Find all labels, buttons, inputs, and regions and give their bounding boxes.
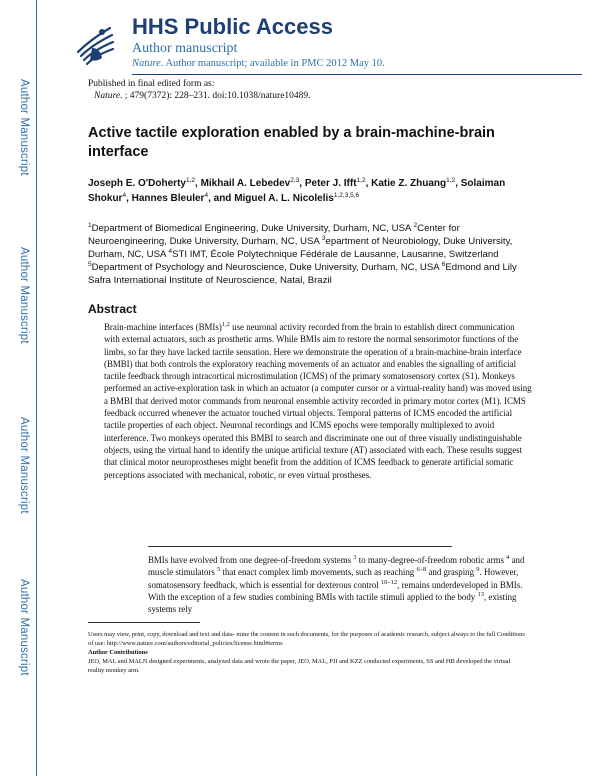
header-title: HHS Public Access xyxy=(132,14,333,39)
header-rule xyxy=(132,74,582,75)
author-name: Katie Z. Zhuang xyxy=(371,178,447,189)
author-list xyxy=(88,176,528,206)
header-subtitle: Author manuscript xyxy=(132,41,238,56)
affiliation-text: Edmond and Lily Safra International Institute of Neuroscience, Natal, Brazil xyxy=(88,262,517,287)
reference-sup: 13 xyxy=(477,590,484,598)
author-name: Solaiman Shokur xyxy=(88,178,506,204)
publication-citation xyxy=(88,90,311,102)
author-name: Joseph E. O'Doherty xyxy=(88,178,186,189)
text-run: to many-degree-of-freedom robotic arms xyxy=(356,555,507,565)
affiliation-text: Department of Biomedical Engineering, Duke University, Durham, NC, USA xyxy=(91,223,414,234)
margin-divider xyxy=(36,0,37,776)
left-margin xyxy=(0,0,60,776)
author-name: Peter J. Ifft xyxy=(304,178,357,189)
article-title: Active tactile exploration enabled by a brain-machine-brain interface xyxy=(88,125,495,160)
text-run: use neuronal activity recorded from the brain to establish direct communication with external actuators, such as prosthetic arms. While BMIs aim to restore the normal sensorimotor functions of the limbs, so far they have lacked tactile sensation. Here we demonstrate the operation of a brain-machine-brain interface (BMBI) that both controls the exploratory reaching movements of an actuator and enables the signalling of artificial tactile feedback through intracortical microstimulation (ICMS) of the primary somatosensory cortex (S1). Monkeys performed an active-exploration task in which an actuator (a computer cursor or a virtual-reality hand) was moved using a BMBI that derived motor commands from neuronal ensemble activity recorded in primary motor cortex (M1). ICMS feedback occurred whenever the actuator touched virtual objects. Temporal patterns of ICMS encoded the artificial tactile properties of each object. Neuronal recordings and ICMS epochs were temporally multiplexed to avoid interference. Two monkeys operated this BMBI to search and discriminate one out of three visually undistinguishable objects, using the virtual hand to identify the unique artificial texture (AT) associated with each. These results suggest that clinical motor neuroprostheses might benefit from the addition of ICMS feedback to generate artificial somatic perceptions associated with mechanical, robotic, or even virtual prostheses. xyxy=(104,322,532,480)
author-separator: , xyxy=(195,178,201,189)
contributions-heading: Author Contributions xyxy=(88,649,148,656)
publication-info xyxy=(88,78,311,102)
header-citation xyxy=(132,58,385,69)
author-affil-sup: 4 xyxy=(122,192,127,199)
author-name: Mikhail A. Lebedev xyxy=(200,178,291,189)
side-label: Author Manuscript xyxy=(18,416,30,514)
terms-of-use: Users may view, print, copy, download and text and data- mine the content in such documents, for the purposes of academic research, subject always to the full Conditions of use: http://www.nature.com/authors/editorial_policies/license.html#terms xyxy=(88,631,525,647)
affiliation-text: epartment of Neurobiology, Duke University, Durham, NC, USA xyxy=(88,236,513,261)
affiliation-text: Department of Psychology and Neuroscience, Duke University, Durham, NC, USA xyxy=(91,262,442,274)
header-journal: Nature xyxy=(132,58,161,69)
affiliation-number: 2 xyxy=(413,222,418,229)
text-run: that enact complex limb movements, such as reaching xyxy=(220,567,417,578)
author-name: Miguel A. L. Nicolelis xyxy=(234,193,334,204)
intro-paragraph xyxy=(148,554,532,615)
affiliation-number: 5 xyxy=(88,261,92,269)
affiliation-text: Center for Neuroengineering, Duke University, Durham, NC, USA xyxy=(88,223,460,248)
affiliations xyxy=(88,222,528,287)
author-name: Hannes Bleuler xyxy=(131,193,205,204)
text-run: BMIs have evolved from one degree-of-freedom systems xyxy=(148,555,354,565)
reference-sup: 4 xyxy=(506,554,510,561)
published-line: Published in final edited form as: xyxy=(88,79,215,89)
author-affil-sup: 4 xyxy=(204,192,209,199)
text-run: Brain-machine interfaces (BMIs) xyxy=(104,322,222,332)
text-run: , existing systems rely xyxy=(148,591,517,615)
author-separator: , xyxy=(455,178,461,189)
header-citation-rest: . Author manuscript; available in PMC 2012 May 10. xyxy=(160,58,385,69)
reference-sup: 10–12 xyxy=(380,578,398,586)
affiliation-number: 6 xyxy=(441,261,446,269)
affiliation-number: 3 xyxy=(321,235,326,243)
author-affil-sup: 1,2 xyxy=(446,177,456,184)
author-separator: , and xyxy=(208,193,235,204)
hhs-eagle-logo-icon xyxy=(72,18,118,68)
footnote-rule xyxy=(88,622,200,623)
hhs-header xyxy=(60,14,580,74)
publication-journal: Nature xyxy=(94,91,121,101)
side-label: Author Manuscript xyxy=(18,246,30,344)
side-label: Author Manuscript xyxy=(18,78,30,176)
reference-sup: 3 xyxy=(353,554,357,561)
affiliation-text: STI IMT, École Polytechnique Fédérale de Lausanne, Lausanne, Switzerland xyxy=(172,249,499,261)
author-separator: , xyxy=(299,178,305,189)
author-separator: , xyxy=(365,178,372,189)
author-affil-sup: 1,2 xyxy=(356,177,366,184)
intro-rule xyxy=(148,546,452,547)
text-run: , remains underdeveloped in BMIs. With the exception of a few studies combining BMIs with tactile stimuli applied to the body xyxy=(148,579,523,602)
reference-sup: 1,2 xyxy=(221,321,230,328)
affiliation-number: 1 xyxy=(88,222,92,229)
contributions-text: JEO, MAL and MALN designed experiments, analyzed data and wrote the paper, JEO, MAL, PJI and KZZ conducted experiments, SS and HB developed the virtual reality monkey arm. xyxy=(88,658,511,674)
footnotes xyxy=(88,630,528,675)
abstract-heading: Abstract xyxy=(88,302,137,316)
author-affil-sup: 1,2,3,5,6 xyxy=(333,192,360,199)
author-affil-sup: 2,3 xyxy=(290,177,300,184)
text-run: and grasping xyxy=(426,567,477,578)
author-affil-sup: 1,2 xyxy=(185,177,196,184)
side-label: Author Manuscript xyxy=(18,578,30,676)
reference-sup: 9 xyxy=(476,566,480,574)
abstract-text xyxy=(104,321,532,481)
text-run: . However, somatosensory feedback, which is essential for dexterous control xyxy=(148,567,519,590)
reference-sup: 5 xyxy=(217,566,221,574)
author-separator: , xyxy=(126,193,132,204)
affiliation-number: 4 xyxy=(168,248,173,256)
publication-citation-rest: . ; 479(7372): 228–231. doi:10.1038/nature10489. xyxy=(120,91,311,101)
reference-sup: 6–8 xyxy=(416,566,427,574)
text-run: and muscle stimulators xyxy=(148,555,525,578)
